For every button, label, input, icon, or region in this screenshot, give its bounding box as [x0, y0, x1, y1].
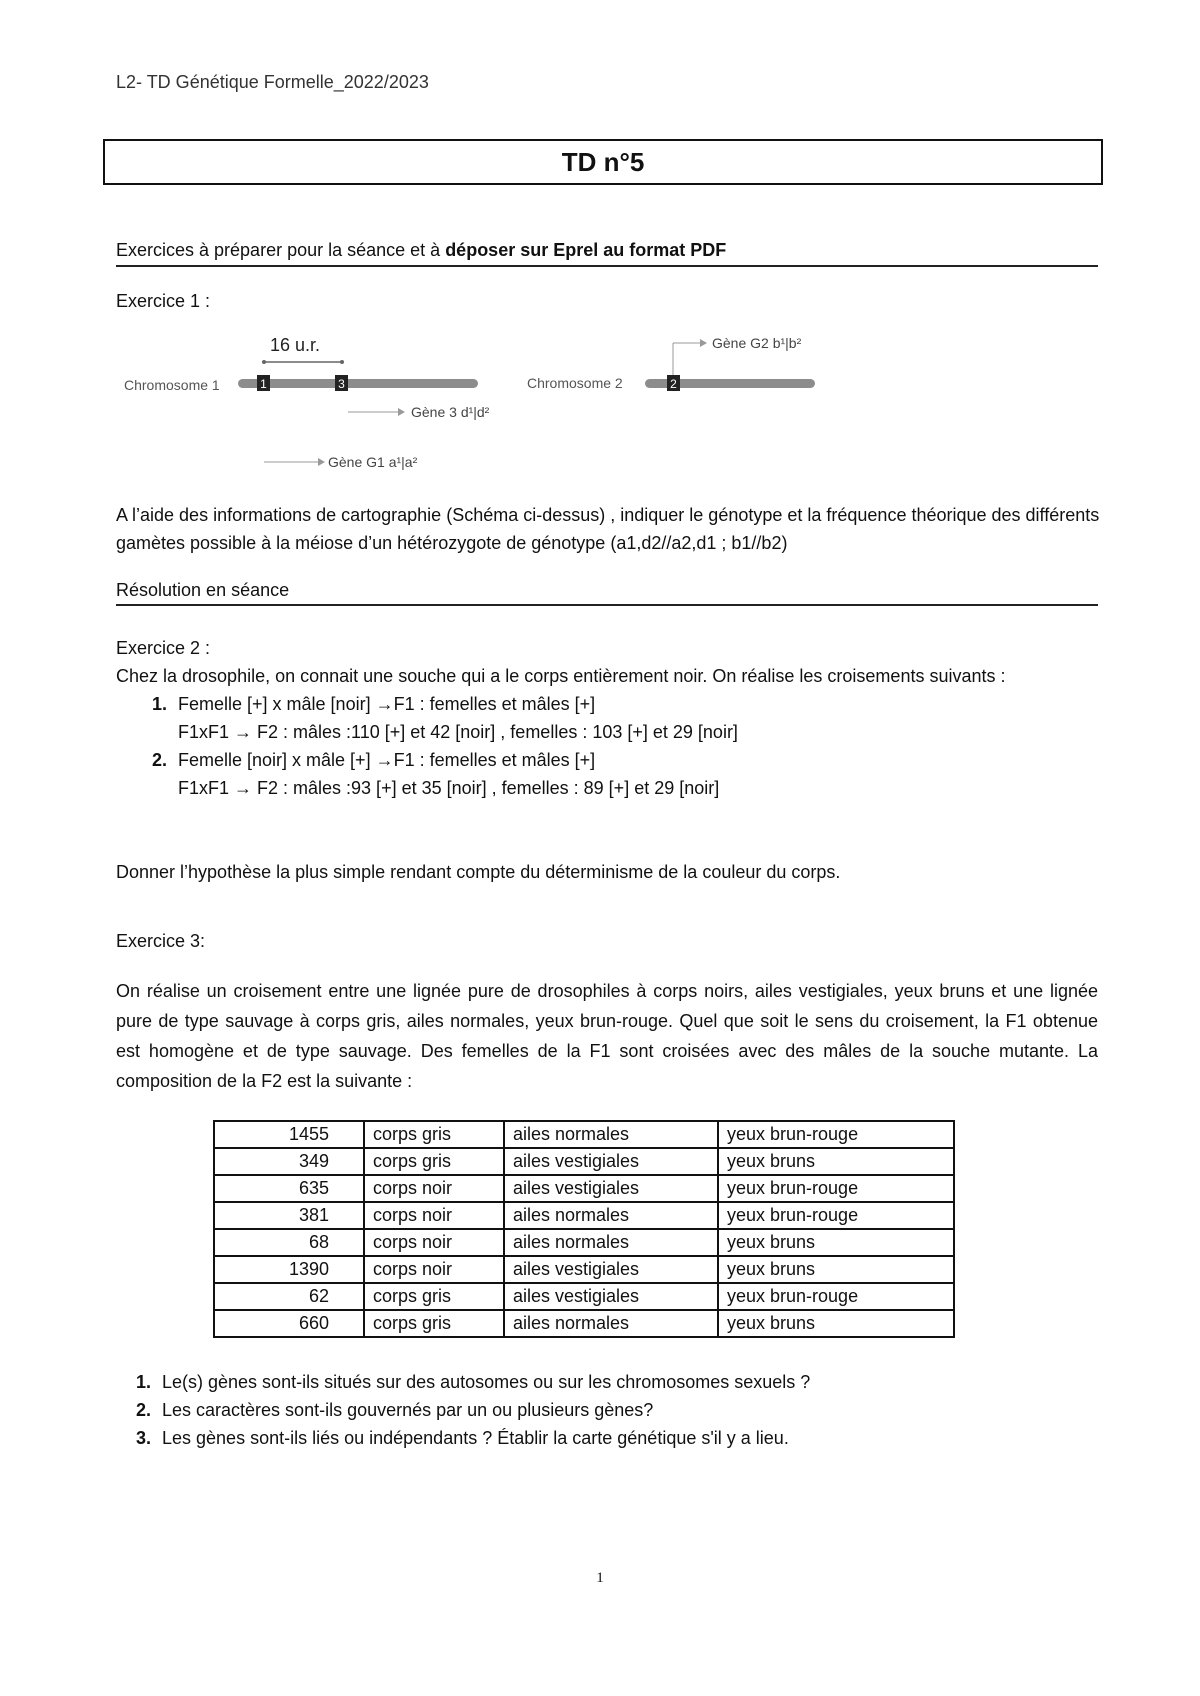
body-color-cell: corps noir: [364, 1202, 504, 1229]
distance-bracket-end-right: [340, 360, 344, 364]
count-cell: 62: [214, 1283, 364, 1310]
exercise2-question: Donner l’hypothèse la plus simple rendant compte du déterminisme de la couleur du corps.: [116, 862, 841, 882]
cross-result: F1xF1 → F2 : mâles :110 [+] et 42 [noir] , femelles : 103 [+] et 29 [noir]: [178, 722, 738, 742]
cross-item: [172, 690, 1100, 746]
body-color-cell: corps noir: [364, 1175, 504, 1202]
wing-cell: ailes normales: [504, 1202, 718, 1229]
count-cell: 1455: [214, 1121, 364, 1148]
table-row: [214, 1229, 954, 1256]
table-row: [214, 1283, 954, 1310]
page-header: L2- TD Génétique Formelle_2022/2023: [116, 72, 429, 92]
body-color-cell: corps gris: [364, 1148, 504, 1175]
resolution-label: Résolution en séance: [116, 580, 290, 600]
exercise2-heading: Exercice 2 :: [116, 638, 211, 658]
gene2-arrow-head: [700, 339, 707, 347]
intro-line: [116, 236, 726, 264]
gene1-arrow-head: [318, 458, 325, 466]
count-cell: 381: [214, 1202, 364, 1229]
exercise2-text: Chez la drosophile, on connait une souche qui a le corps entièrement noir. On réalise les croisements suivants :: [116, 666, 1006, 686]
wing-cell: ailes vestigiales: [504, 1148, 718, 1175]
exercise2-crosses: [100, 690, 1100, 802]
wing-cell: ailes vestigiales: [504, 1256, 718, 1283]
count-cell: 1390: [214, 1256, 364, 1283]
eye-cell: yeux bruns: [718, 1310, 954, 1337]
eye-cell: yeux brun-rouge: [718, 1175, 954, 1202]
distance-bracket-end-left: [262, 360, 266, 364]
chromosome1-bar: [238, 379, 478, 388]
eye-cell: yeux bruns: [718, 1256, 954, 1283]
body-color-cell: corps gris: [364, 1121, 504, 1148]
wing-cell: ailes vestigiales: [504, 1175, 718, 1202]
table-row: [214, 1202, 954, 1229]
divider: [116, 604, 1098, 606]
body-color-cell: corps noir: [364, 1229, 504, 1256]
body-color-cell: corps noir: [364, 1256, 504, 1283]
table-row: [214, 1256, 954, 1283]
question-item: 2. Les caractères sont-ils gouvernés par un ou plusieurs gènes?: [156, 1396, 1156, 1424]
count-cell: 349: [214, 1148, 364, 1175]
cross-line: 1. Femelle [+] x mâle [noir] →F1 : femelles et mâles [+]: [178, 694, 596, 714]
page-title: TD n°5: [103, 139, 1103, 185]
distance-label: 16 u.r.: [270, 335, 321, 355]
eye-cell: yeux brun-rouge: [718, 1283, 954, 1310]
table-row: [214, 1148, 954, 1175]
chromosome-diagram: [0, 320, 1200, 480]
eye-cell: yeux brun-rouge: [718, 1121, 954, 1148]
exercise1-question: A l’aide des informations de cartographie (Schéma ci-dessus) , indiquer le génotype et la fréquence théorique des différents gamètes possible à la méiose d’un hétérozygote de génotype (a1,d2//a2,d1 ; b1//b2): [116, 505, 1100, 553]
question-item: 3. Les gènes sont-ils liés ou indépendants ? Établir la carte génétique s'il y a lieu.: [156, 1424, 1156, 1452]
exercise3-heading: Exercice 3:: [116, 931, 206, 951]
exercise1-heading: Exercice 1 :: [116, 291, 211, 311]
wing-cell: ailes vestigiales: [504, 1283, 718, 1310]
count-cell: 660: [214, 1310, 364, 1337]
cross-line: 2. Femelle [noir] x mâle [+] →F1 : femelles et mâles [+]: [178, 750, 596, 770]
body-color-cell: corps gris: [364, 1283, 504, 1310]
chromosome1-label: Chromosome 1: [124, 377, 220, 393]
table-row: [214, 1121, 954, 1148]
gene2-label: Gène G2 b¹|b²: [712, 335, 802, 351]
wing-cell: ailes normales: [504, 1121, 718, 1148]
wing-cell: ailes normales: [504, 1310, 718, 1337]
question-item: 1. Le(s) gènes sont-ils situés sur des autosomes ou sur les chromosomes sexuels ?: [156, 1368, 1156, 1396]
gene1-label: Gène G1 a¹|a²: [328, 454, 418, 470]
cross-result: F1xF1 → F2 : mâles :93 [+] et 35 [noir] , femelles : 89 [+] et 29 [noir]: [178, 778, 720, 798]
gene3-label: Gène 3 d¹|d²: [411, 404, 490, 420]
divider: [116, 265, 1098, 267]
cross-item: [172, 746, 1100, 802]
marker3-label: 3: [338, 377, 345, 391]
chromosome2-label: Chromosome 2: [527, 375, 623, 391]
page-number: 1: [596, 1570, 604, 1586]
gene3-arrow-head: [398, 408, 405, 416]
exercise3-questions: [100, 1368, 1156, 1452]
intro-bold: déposer sur Eprel au format PDF: [445, 240, 727, 260]
exercise2-block: [116, 634, 1100, 802]
table-row: [214, 1310, 954, 1337]
eye-cell: yeux bruns: [718, 1148, 954, 1175]
marker2-label: 2: [670, 377, 677, 391]
body-color-cell: corps gris: [364, 1310, 504, 1337]
wing-cell: ailes normales: [504, 1229, 718, 1256]
eye-cell: yeux brun-rouge: [718, 1202, 954, 1229]
marker1-label: 1: [260, 377, 267, 391]
exercise3-text: On réalise un croisement entre une lignée pure de drosophiles à corps noirs, ailes vestigiales, yeux bruns et une lignée pure de type sauvage à corps gris, ailes normales, yeux brun-rouge. Quel que soit le sens du croisement, la F1 obtenue est homogène et de type sauvage. Des femelles de la F1 sont croisées avec des mâles de la souche mutante. La composition de la F2 est la suivante :: [116, 981, 1098, 1091]
count-cell: 635: [214, 1175, 364, 1202]
eye-cell: yeux bruns: [718, 1229, 954, 1256]
intro-normal: Exercices à préparer pour la séance et à: [116, 240, 446, 260]
f2-composition-table: [213, 1120, 955, 1338]
count-cell: 68: [214, 1229, 364, 1256]
table-row: [214, 1175, 954, 1202]
